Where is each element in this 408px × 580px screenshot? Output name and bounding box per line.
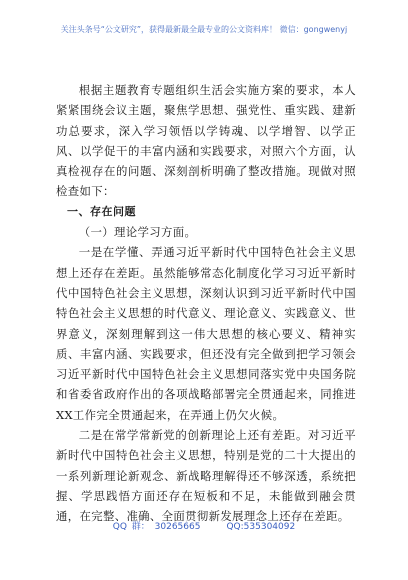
- intro-paragraph: 根据主题教育专题组织生活会实施方案的要求，本人紧紧围绕会议主题，聚焦学思想、强党性、重实践、建新功总要求，深入学习领悟以学铸魂、以学增智、以学正风、以学促干的丰富内涵和实践要求，对照六个方面，认真检视存在的问题、深刻剖析明确了整改措施。现做对照检查如下：: [56, 83, 356, 199]
- section-heading: 一、存在问题: [67, 204, 136, 218]
- footer-contact: [0, 519, 408, 532]
- paragraph-1: 一是在学懂、弄通习近平新时代中国特色社会主义思想上还存在差距。虽然能够常态化制度化学习习近平新时代中国特色社会主义思想，深刻认识到习近平新时代中国特色社会主义思想的时代意义、理论意义、实践意义、世界意义，深刻理解到这一伟大思想的核心要义、精神实质、丰富内涵、实践要求，但还没有完全做到把学习领会习近平新时代中国特色社会主义思想同落实党中央国务院和省委省政府作出的各项战略部署完全贯通起来，同推进XX工作完全贯通起来，在弄通上仍欠火候。: [56, 245, 356, 422]
- document-body: [56, 80, 356, 527]
- footer-qq: QQ:535304092: [226, 522, 296, 532]
- paragraph-2: 二是在常学常新党的创新理论上还有差距。对习近平新时代中国特色社会主义思想，特别是党的二十大提出的一系列新理论新观念、新战略理解得还不够深透，系统把握、学思践悟方面还存在短板和不足，未能做到融会贯通，在完整、准确、全面贯彻新发展理念上还存在差距。: [56, 428, 356, 524]
- footer-qq-group: QQ 群： 30265665: [112, 522, 201, 532]
- header-promo-note: 关注头条号“公文研究”，获得最新最全最专业的公文资料库！ 微信：gongwenyj: [60, 25, 348, 34]
- subsection-heading: （一）理论学习方面。: [78, 225, 197, 240]
